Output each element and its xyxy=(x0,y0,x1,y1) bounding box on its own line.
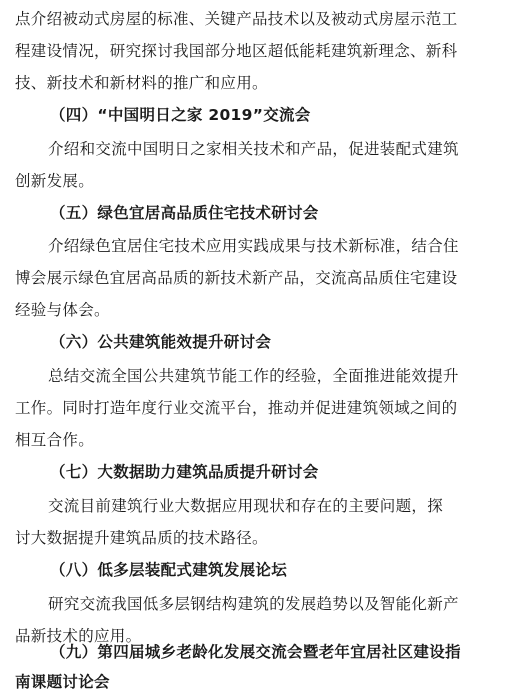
body-line: 创新发展。 xyxy=(15,172,95,190)
body-line: 总结交流全国公共建筑节能工作的经验，全面推进能效提升 xyxy=(48,367,459,385)
section-heading: （七）大数据助力建筑品质提升研讨会 xyxy=(50,463,319,481)
section-heading: （五）绿色宜居高品质住宅技术研讨会 xyxy=(50,204,319,222)
section-heading: （九）第四届城乡老龄化发展交流会暨老年宜居社区建设指 xyxy=(50,643,461,661)
body-line: 程建设情况，研究探讨我国部分地区超低能耗建筑新理念、新科 xyxy=(15,42,458,60)
body-line: 工作。同时打造年度行业交流平台，推动并促进建筑领域之间的 xyxy=(15,399,458,417)
section-heading: （六）公共建筑能效提升研讨会 xyxy=(50,333,272,351)
body-line: 交流目前建筑行业大数据应用现状和存在的主要问题，探 xyxy=(48,497,444,515)
section-heading-continued: 南课题讨论会 xyxy=(15,673,110,691)
body-line: 介绍绿色宜居住宅技术应用实践成果与技术新标准，结合住 xyxy=(48,237,459,255)
body-line: 介绍和交流中国明日之家相关技术和产品，促进装配式建筑 xyxy=(48,140,459,158)
body-line: 品新技术的应用。 xyxy=(15,627,142,645)
section-heading: （四）“中国明日之家 2019”交流会 xyxy=(50,106,311,124)
body-line: 相互合作。 xyxy=(15,431,95,449)
body-line: 研究交流我国低多层钢结构建筑的发展趋势以及智能化新产 xyxy=(48,595,459,613)
body-line: 经验与体会。 xyxy=(15,301,110,319)
body-line: 讨大数据提升建筑品质的技术路径。 xyxy=(15,529,268,547)
body-line: 博会展示绿色宜居高品质的新技术新产品，交流高品质住宅建设 xyxy=(15,269,458,287)
section-heading: （八）低多层装配式建筑发展论坛 xyxy=(50,561,288,579)
body-line: 技、新技术和新材料的推广和应用。 xyxy=(15,74,268,92)
body-line: 点介绍被动式房屋的标准、关键产品技术以及被动式房屋示范工 xyxy=(15,10,458,28)
